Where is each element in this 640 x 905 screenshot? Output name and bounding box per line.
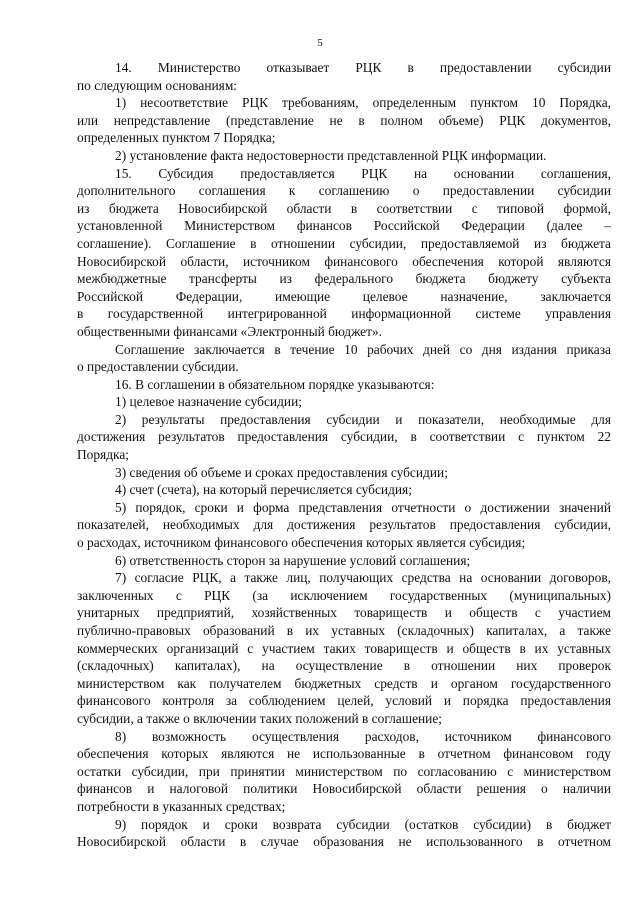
text-line: 6) ответственность сторон за нарушение условий соглашения; <box>115 552 471 568</box>
text-line: обеспечения которых являются не использованные в отчетном финансовом году <box>77 746 611 762</box>
text-line: коммерческих организаций с участием таких товариществ и обществ в их уставных <box>77 640 611 656</box>
text-line: 4) счет (счета), на который перечисляется субсидия; <box>115 482 412 498</box>
text-line: 2) установление факта недостоверности представленной РЦК информации. <box>115 147 547 163</box>
text-line: 3) сведения об объеме и сроках предоставления субсидии; <box>115 464 448 480</box>
text-line: Соглашение заключается в течение 10 рабочих дней со дня издания приказа <box>115 341 611 357</box>
text-line: установленной Министерством финансов Российской Федерации (далее – <box>77 218 611 234</box>
text-line: или непредставление (представление не в полном объеме) РЦК документов, <box>77 112 611 128</box>
text-line: общественными финансами «Электронный бюджет». <box>77 323 382 339</box>
text-line: 8) возможность осуществления расходов, источником финансового <box>115 728 611 744</box>
text-line: достижения результатов предоставления субсидии, в соответствии с пунктом 22 <box>77 429 611 445</box>
text-line: по следующим основаниям: <box>77 77 238 93</box>
text-line: 7) согласие РЦК, а также лиц, получающих средства на основании договоров, <box>115 570 611 586</box>
text-line: Порядка; <box>77 447 129 463</box>
page-number: 5 <box>317 37 323 49</box>
document-body <box>77 59 611 851</box>
text-line: 1) несоответствие РЦК требованиям, определенным пунктом 10 Порядка, <box>115 95 611 111</box>
text-line: дополнительного соглашения к соглашению о предоставлении субсидии <box>77 183 611 199</box>
text-line: 2) результаты предоставления субсидии и показатели, необходимые для <box>115 411 611 427</box>
text-line: в государственной интегрированной информационной системе управления <box>77 306 611 322</box>
text-line: (складочных) капиталах), на осуществление в отношении них проверок <box>77 658 611 674</box>
text-line: Новосибирской области в случае образования не использованного в отчетном <box>77 834 611 850</box>
text-line: министерством как получателем бюджетных средств и органом государственного <box>77 675 611 691</box>
text-line: финансов и налоговой политики Новосибирской области решения о наличии <box>77 781 611 797</box>
text-line: из бюджета Новосибирской области в соответствии с типовой формой, <box>77 200 611 216</box>
text-line: показателей, необходимых для достижения результатов предоставления субсидии, <box>77 517 611 533</box>
text-line: о предоставлении субсидии. <box>77 359 239 375</box>
text-line: публично-правовых образований в их уставных (складочных) капиталах, а также <box>77 623 611 638</box>
text-line: межбюджетные трансферты из федерального бюджета бюджету субъекта <box>77 271 611 287</box>
text-line: определенных пунктом 7 Порядка; <box>77 130 276 146</box>
text-line: 5) порядок, сроки и форма представления отчетности о достижении значений <box>115 499 611 515</box>
text-line: Российской Федерации, имеющие целевое назначение, заключается <box>77 288 611 304</box>
text-line: финансового контроля за соблюдением целей, условий и порядка предоставления <box>77 693 611 709</box>
text-line: заключенных с РЦК (за исключением государственных (муниципальных) <box>77 587 611 603</box>
text-line: 9) порядок и сроки возврата субсидии (остатков субсидии) в бюджет <box>115 816 611 832</box>
text-line: о расходах, источником финансового обеспечения которых является субсидия; <box>77 535 526 551</box>
text-line: унитарных предприятий, хозяйственных товариществ и обществ с участием <box>77 605 611 621</box>
text-line: 1) целевое назначение субсидии; <box>115 394 302 410</box>
text-line: 16. В соглашении в обязательном порядке указываются: <box>115 376 435 392</box>
text-line: 15. Субсидия предоставляется РЦК на основании соглашения, <box>115 165 611 181</box>
text-line: остатки субсидии, при принятии министерством по согласованию с министерством <box>77 763 611 779</box>
text-line: соглашение). Соглашение в отношении субсидии, предоставляемой из бюджета <box>77 235 611 251</box>
text-line: потребности в указанных средствах; <box>77 798 286 814</box>
text-line: субсидии, а также о включении таких положений в соглашение; <box>77 710 443 726</box>
text-line: 14. Министерство отказывает РЦК в предоставлении субсидии <box>115 60 611 75</box>
text-line: Новосибирской области, источником финансового обеспечения которой являются <box>77 253 611 269</box>
